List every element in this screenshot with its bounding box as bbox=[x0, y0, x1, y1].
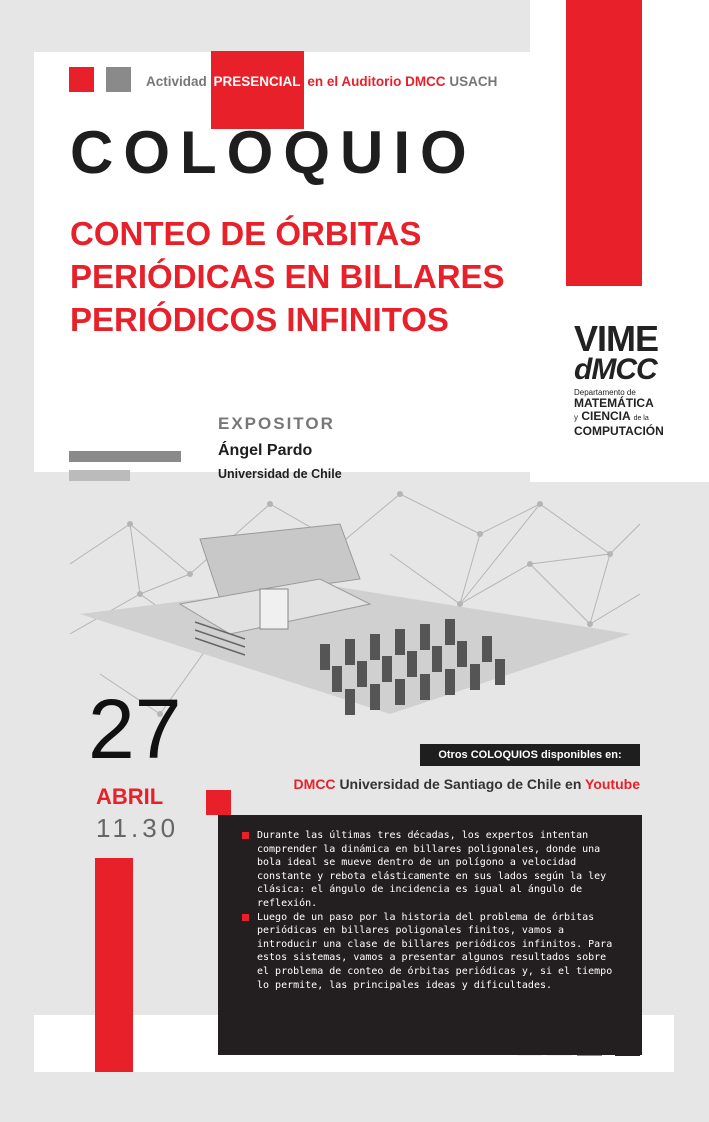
logo-dept-small: Departamento de bbox=[574, 388, 636, 397]
logo-line-vime: VIME bbox=[574, 318, 659, 359]
logo-line-dmcc: dMCC bbox=[574, 353, 657, 386]
other-colloquia-banner: Otros COLOQUIOS disponibles en: bbox=[420, 744, 640, 766]
activity-line bbox=[146, 71, 497, 97]
activity-suffix: USACH bbox=[449, 74, 498, 89]
activity-prefix: Actividad bbox=[146, 74, 207, 89]
logo-dept-matematica: MATEMÁTICA bbox=[574, 396, 654, 410]
logo-dept-dela: de la bbox=[633, 415, 649, 422]
gray-square-marker bbox=[106, 67, 131, 92]
abstract-paragraph-1: Durante las últimas tres décadas, los expertos intentan comprender la dinámica en billares poligonales, donde una bola ideal se mueve dentro de un polígono a velocidad constante y rebota elásticamente en sus lados según la ley clásica: el ángulo de incidencia es igual al ángulo de reflexión. bbox=[242, 829, 618, 911]
red-square-abstract bbox=[206, 790, 231, 815]
event-day: 27 bbox=[88, 682, 182, 776]
activity-highlight: PRESENCIAL bbox=[211, 51, 304, 129]
event-time: 11.30 bbox=[96, 813, 180, 843]
logo-dept-computacion: COMPUTACIÓN bbox=[574, 424, 664, 438]
abstract-paragraph-2: Luego de un paso por la historia del problema de órbitas periódicas en billares poligonales finitos, vamos a introducir una clase de billares periódicos infinitos. Para estos sistemas, vamos a presentar algunos resultados sobre el problema de conteo de órbitas periódicas y, si el tiempo lo permite, las principales ideas y dificultades. bbox=[242, 911, 618, 993]
channel-dmcc: DMCC bbox=[293, 776, 336, 792]
youtube-channel-line[interactable] bbox=[250, 776, 640, 792]
activity-middle: en el bbox=[307, 74, 339, 89]
speaker-affiliation: Universidad de Chile bbox=[218, 467, 342, 481]
channel-youtube[interactable]: Youtube bbox=[585, 776, 640, 792]
event-month: ABRIL bbox=[96, 784, 164, 809]
speaker-name: Ángel Pardo bbox=[218, 442, 313, 459]
activity-venue: Auditorio DMCC bbox=[341, 74, 446, 89]
page-title: COLOQUIO bbox=[70, 119, 477, 186]
logo-dept-ciencia: CIENCIA bbox=[581, 409, 631, 423]
channel-middle: Universidad de Santiago de Chile en bbox=[339, 776, 582, 792]
red-bar-top-right bbox=[566, 0, 642, 286]
talk-title: CONTEO DE ÓRBITAS PERIÓDICAS EN BILLARES PERIÓDICOS INFINITOS bbox=[70, 215, 505, 338]
abstract-box bbox=[218, 815, 642, 1055]
gray-bar-2 bbox=[69, 470, 130, 481]
red-square-marker bbox=[69, 67, 94, 92]
logo-dept-y: y bbox=[574, 413, 578, 422]
expositor-label: EXPOSITOR bbox=[218, 414, 335, 433]
gray-bar-1 bbox=[69, 451, 181, 462]
red-bar-bottom-left bbox=[95, 858, 133, 1072]
abstract-list bbox=[218, 815, 642, 992]
vime-dmcc-logo bbox=[574, 318, 684, 438]
lectern bbox=[260, 589, 288, 629]
